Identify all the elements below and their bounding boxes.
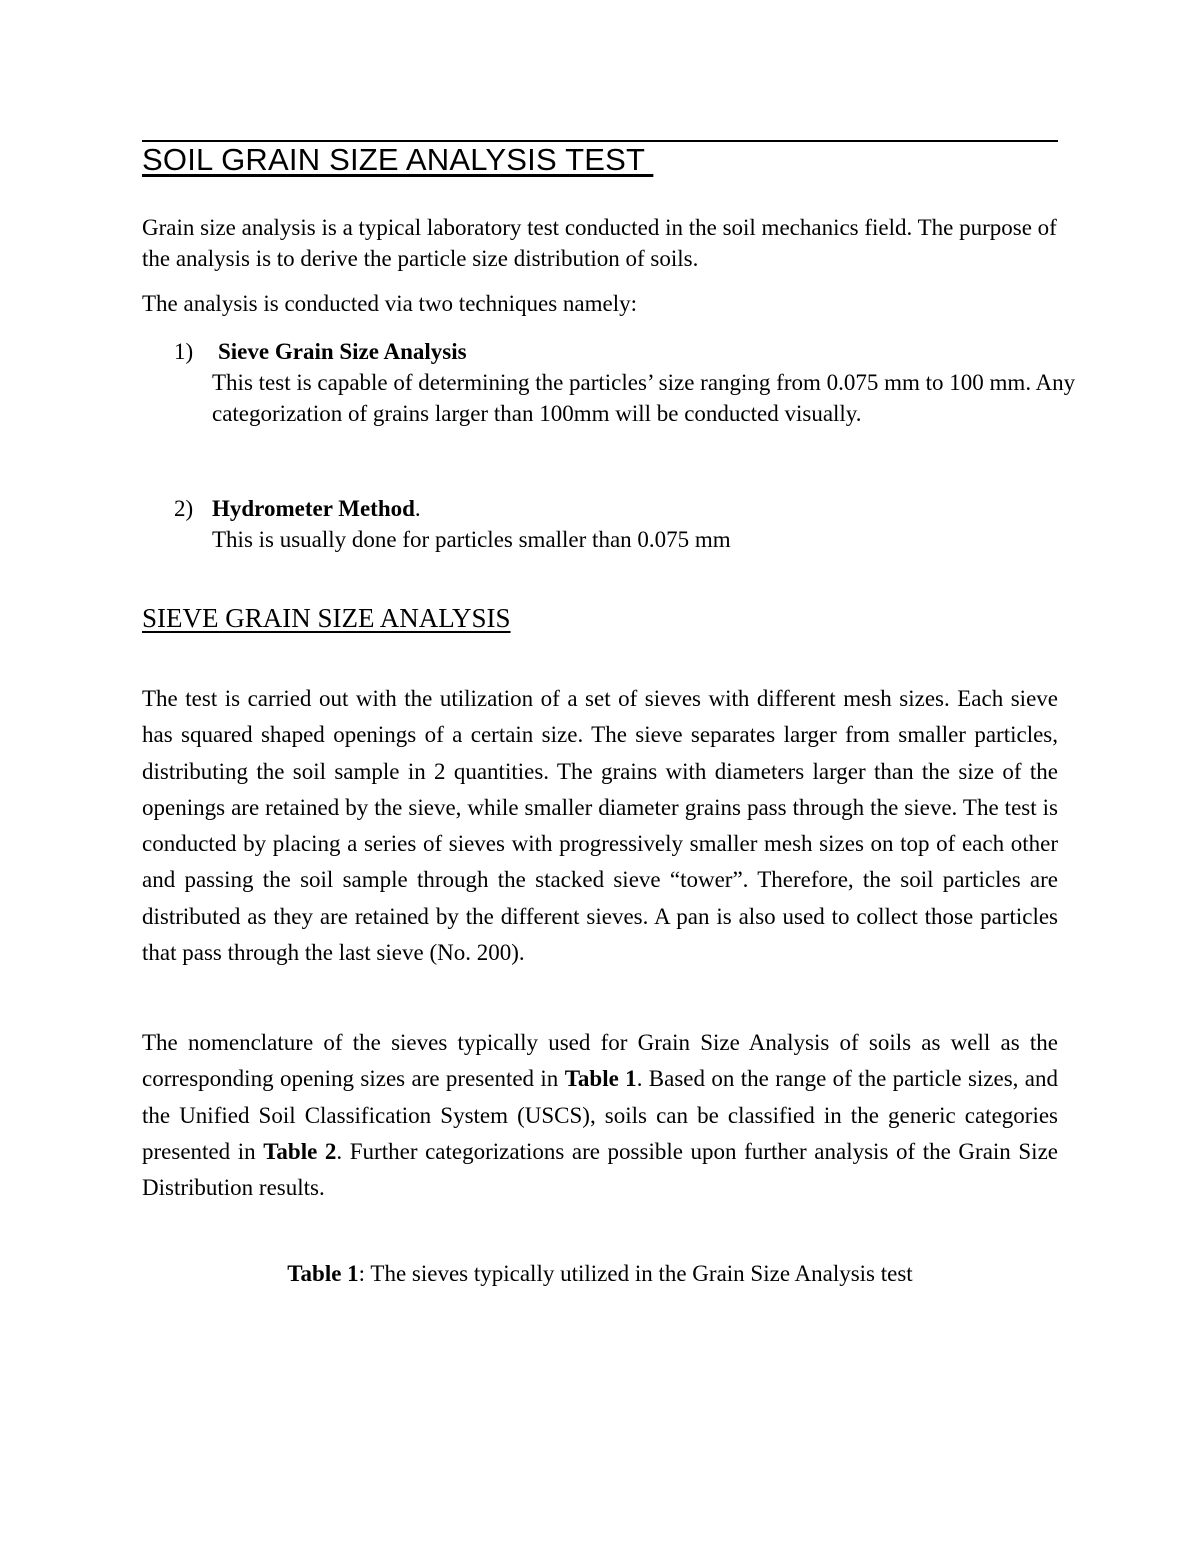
technique-item-2 (174, 493, 1094, 557)
nomenclature-paragraph: The nomenclature of the sieves typically used for Grain Size Analysis of soils as well as the corresponding opening sizes are presented in Table 1. Based on the range of the particle sizes, and the Unified Soil Classification System (USCS), soils can be classified in the generic categories presented in Table 2. Further categorizations are possible upon further analysis of the Grain Size Distribution results. (142, 1030, 1059, 1201)
technique-title: Sieve Grain Size Analysis (218, 339, 467, 364)
table-2-reference: Table 2 (263, 1138, 337, 1164)
table-1-reference: Table 1 (564, 1066, 637, 1092)
technique-title-suffix: . (414, 496, 421, 521)
table-caption-text: : The sieves typically utilized in the Grain Size Analysis test (358, 1261, 913, 1286)
section-heading: SIEVE GRAIN SIZE ANALYSIS (142, 603, 511, 633)
document-title: SOIL GRAIN SIZE ANALYSIS TEST (142, 142, 654, 177)
technique-item-1 (174, 336, 1094, 436)
technique-description: This is usually done for particles smaller than 0.075 mm (212, 527, 731, 552)
intro-paragraph: Grain size analysis is a typical laboratory test conducted in the soil mechanics field. The purpose of the analysis is to derive the particle size distribution of soils. (142, 215, 1057, 271)
table-caption (142, 1258, 1058, 1289)
sieve-paragraph: The test is carried out with the utilization of a set of sieves with different mesh sizes. Each sieve has squared shaped openings of a certain size. The sieve separates larger from smaller particles, distributing the soil sample in 2 quantities. The grains with diameters larger than the size of the openings are retained by the sieve, while smaller diameter grains pass through the sieve. The test is conducted by placing a series of sieves with progressively smaller mesh sizes on top of each other and passing the soil sample through the stacked sieve “tower”. Therefore, the soil particles are distributed as they are retained by the different sieves. A pan is also used to collect those particles that pass through the last sieve (No. 200). (142, 686, 1058, 966)
technique-number: 2) (174, 496, 194, 521)
technique-title: Hydrometer Method (212, 496, 415, 521)
table-caption-label: Table 1 (287, 1261, 359, 1286)
techniques-intro: The analysis is conducted via two techniques namely: (142, 291, 638, 316)
technique-description: This test is capable of determining the particles’ size ranging from 0.075 mm to 100 mm. Any categorization of grains larger than 100mm will be conducted visually. (212, 370, 1076, 426)
technique-number: 1) (174, 339, 194, 364)
